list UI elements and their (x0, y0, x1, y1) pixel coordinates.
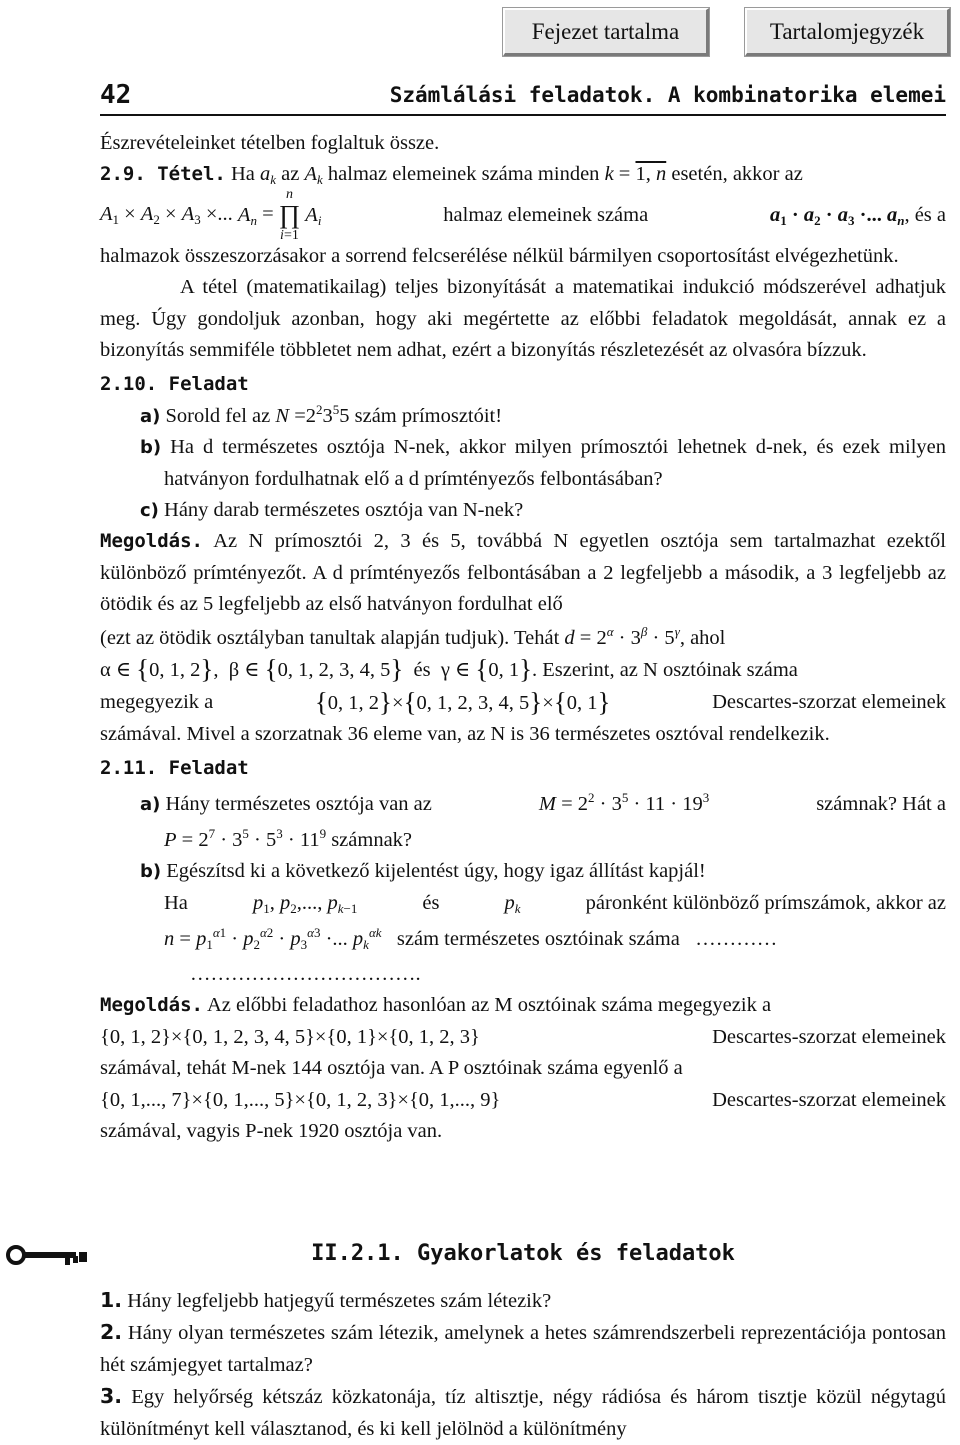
solution-2-11-p-count: számával, vagyis P-nek 1920 osztója van. (100, 1119, 443, 1142)
solution-2-11-p-product: {0, 1,..., 7}×{0, 1,..., 5}×{0, 1, 2, 3}×{0, 1,..., 9} Descartes-szorzat elemeinek (100, 1088, 946, 1111)
intro-text: Észrevételeinket tételben foglaltuk össze. (100, 132, 440, 154)
solution-2-10-d: (ezt az ötödik osztályban tanultak alapján tudjuk). Tehát $d = 2^\alpha \cdot 3^\beta \cdot 5^\gamma$, ahol (100, 623, 726, 649)
exercise-list (100, 1285, 946, 1445)
solution-2-11: Megoldás. Az előbbi feladathoz hasonlóan az M osztóinak száma megegyezik a (100, 994, 772, 1017)
exercise-item: 2. Hány olyan természetes szám létezik, amelynek a hetes számrendszerbeli reprezentációja pontosan hét számjegyet tartalmaz? (100, 1320, 946, 1376)
task-2-11-a: a) Hány természetes osztója van az $M = 2^2 \cdot 3^5 \cdot 11 \cdot 19^3$ számnak? Hát a $P = 2^7 \cdot 3^5 \cdot 5^3 \cdot 11^9$ számnak? (140, 790, 946, 851)
solution-2-10-end: számával. Mivel a szorzatnak 36 eleme van, az N is 36 természetes osztóval rendelkezik. (100, 722, 830, 745)
task-2-11-title: 2.11. Feladat (100, 757, 249, 780)
task-2-10-b: b) Ha d természetes osztója N-nek, akkor milyen prímosztói lehetnek d-nek, és ezek milyen hatványon fordulhatnak elő a d prímtényezős felbontásában? (140, 436, 946, 490)
theorem-2-9: 2.9. Tétel. Ha $a_k$ az $A_k$ halmaz elemeinek száma minden k = 1, n esetén, akkor az (100, 163, 803, 188)
key-icon (5, 1240, 93, 1270)
exercises-section-title: II.2.1. Gyakorlatok és feladatok (311, 1241, 735, 1266)
exercise-item: 3. Egy helyőrség kétszáz közkatonája, tíz altisztje, négy rádiósa és három tisztje közül négytagú különítményt kell választanod, és ki kell jelölnöd a különítmény (100, 1384, 946, 1440)
theorem-formula-line: $A_1 \times A_2 \times A_3$ ×... $A_n = n$ ∏ i=1 $A_i$ halmaz elemeinek száma $a_1 \cdot a_2 \cdot a_3$ ·... $a_n$, és a (100, 187, 946, 244)
solution-2-10: Megoldás. Az N prímosztói 2, 3 és 5, továbbá N egyetlen osztója sem tartalmazhat ezektől különböző prímtényezőt. A d prímtényezős felbontásában a 2 legfeljebb a második, a 3 legfeljebb az ötödik és az 5 legfeljebb az első hatványon fordulhat elő (100, 530, 946, 616)
page-number: 42 (100, 80, 132, 110)
theorem-conclusion: halmazok összeszorzásakor a sorrend felcserélése nélkül bármilyen csoportosítást elvégezhetünk. (100, 244, 899, 267)
task-2-11-b: b) Egészítsd ki a következő kijelentést úgy, hogy igaz állítást kapjál! Ha $p_1$, $p_2$,..., $p_{k-1}$ és $p_k$ páronként különböző prímszámok, akkor az $n = p_1^{\alpha 1} \cdot p_2^{\alpha 2} \cdot p_3^{\alpha 3}$ ·... $p_k^{\alpha k}$ szám természetes osztóinak száma ………… ……………………………. (140, 860, 946, 985)
page-title: Számlálási feladatok. A kombinatorika elemei (389, 83, 946, 107)
main-content (100, 128, 946, 1147)
solution-2-10-sets: α ∈ {0, 1, 2}, β ∈ {0, 1, 2, 3, 4, 5} és γ ∈ {0, 1}. Eszerint, az N osztóinak száma (100, 654, 798, 685)
solution-2-11-m-product: {0, 1, 2}×{0, 1, 2, 3, 4, 5}×{0, 1}×{0, 1, 2, 3} Descartes-szorzat elemeinek (100, 1025, 946, 1048)
table-of-contents-button[interactable]: Tartalomjegyzék (745, 8, 950, 56)
chapter-contents-button[interactable]: Fejezet tartalma (503, 8, 709, 56)
page-header (100, 76, 946, 116)
solution-2-10-product: megegyezik a {0, 1, 2}×{0, 1, 2, 3, 4, 5}×{0, 1} Descartes-szorzat elemeinek (100, 686, 946, 717)
proof-note: A tétel (matematikailag) teljes bizonyítását a matematikai indukció módszerével adhatjuk meg. Úgy gondoljuk azonban, hogy aki megértette az előbbi feladatok megoldását, annak ez a bizonyítás semmiféle többletet nem adhat, ezért a bizonyítás részletezését az olvasóra bízzuk. (100, 276, 946, 362)
task-2-10-a: a) Sorold fel az $N =2^23^55$ szám prímosztóit! (140, 401, 503, 427)
task-2-10-c: c) Hány darab természetes osztója van N-nek? (140, 499, 524, 522)
solution-2-11-m-count: számával, tehát M-nek 144 osztója van. A P osztóinak száma egyenlő a (100, 1057, 683, 1080)
exercise-item: 1. Hány legfeljebb hatjegyű természetes szám létezik? (100, 1288, 552, 1312)
task-2-10-title: 2.10. Feladat (100, 373, 249, 396)
